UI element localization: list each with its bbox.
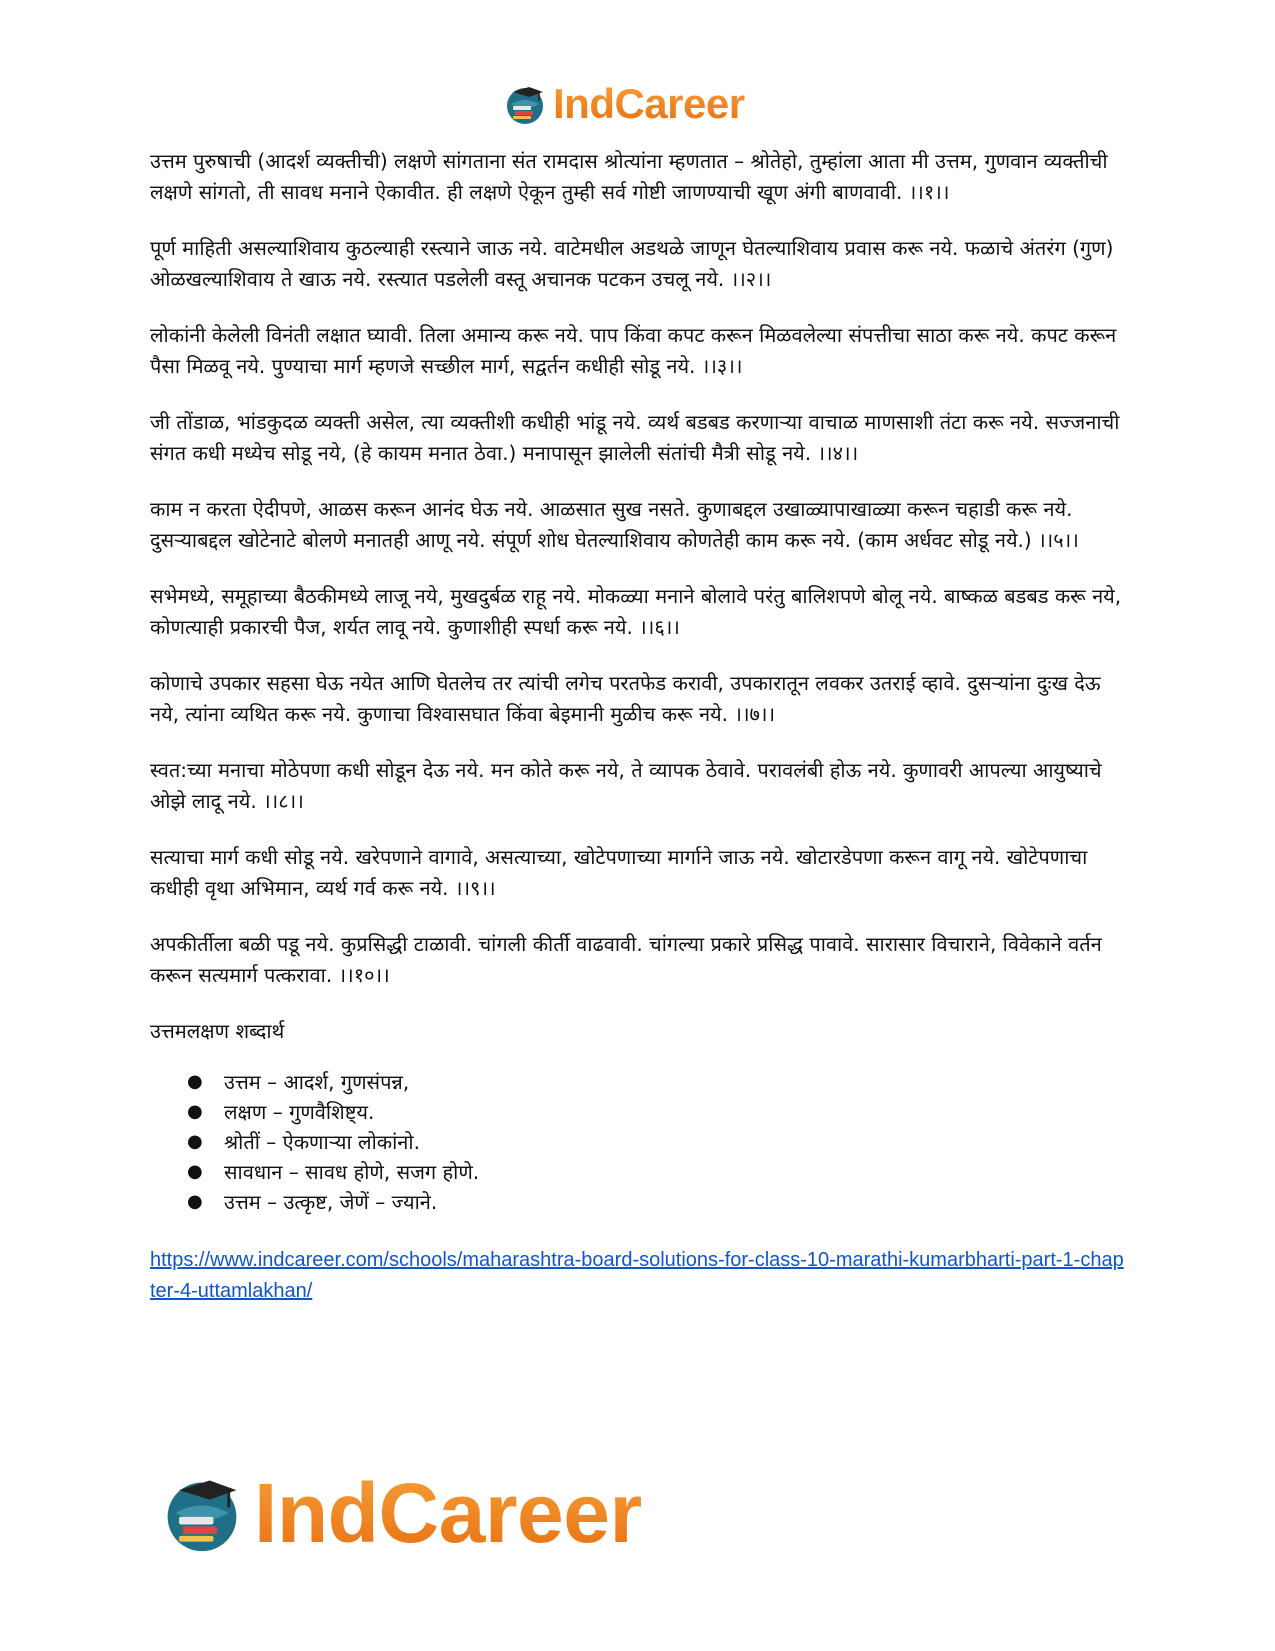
footer-logo (160, 1465, 642, 1561)
article-body (150, 146, 1125, 1307)
paragraph-8: स्वत:च्या मनाचा मोठेपणा कधी सोडून देऊ नये. मन कोते करू नये, ते व्यापक ठेवावे. परावलंबी होऊ नये. कुणावरी आपल्या आयुष्याचे ओझे लादू नये. ।।८।। (150, 758, 1102, 813)
vocabulary-title: उत्तमलक्षण शब्दार्थ (150, 1019, 285, 1043)
vocabulary-entry: श्रोतीं – ऐकणाऱ्या लोकांनो. (224, 1130, 420, 1154)
graduation-globe-icon (160, 1471, 244, 1555)
paragraph-6: सभेमध्ये, समूहाच्या बैठकीमध्ये लाजू नये, मुखदुर्बळ राहू नये. मोकळ्या मनाने बोलावे परंतु बालिशपणे बोलू नये. बाष्कळ बडबड करू नये, कोणत्याही प्रकारची पैज, शर्यत लावू नये. कुणाशीही स्पर्धा करू नये. ।।६।। (150, 584, 1122, 639)
list-item (187, 1067, 1125, 1097)
header-logo (503, 80, 745, 128)
list-item (187, 1097, 1125, 1127)
vocabulary-entry: उत्तम – आदर्श, गुणसंपन्न, (224, 1070, 410, 1094)
paragraph-2: पूर्ण माहिती असल्याशिवाय कुठल्याही रस्त्याने जाऊ नये. वाटेमधील अडथळे जाणून घेतल्याशिवाय प्रवास करू नये. फळाचे अंतरंग (गुण) ओळखल्याशिवाय ते खाऊ नये. रस्त्यात पडलेली वस्तू अचानक पटकन उचलू नये. ।।२।। (150, 236, 1114, 291)
vocabulary-entry: उत्तम – उत्कृष्ट, जेणें – ज्याने. (224, 1190, 438, 1214)
bullet-icon: ● (187, 1191, 203, 1212)
logo-wordmark: IndCareer (254, 1466, 642, 1560)
paragraph-10: अपकीर्तीला बळी पडू नये. कुप्रसिद्धी टाळावी. चांगली कीर्ती वाढवावी. चांगल्या प्रकारे प्रसिद्ध पावावे. सारासार विचाराने, विवेकाने वर्तन करून सत्यमार्ग पत्करावा. ।।१०।। (150, 932, 1102, 987)
bullet-icon: ● (187, 1161, 203, 1182)
paragraph-4: जी तोंडाळ, भांडकुदळ व्यक्ती असेल, त्या व्यक्तीशी कधीही भांडू नये. व्यर्थ बडबड करणाऱ्या वाचाळ माणसाशी तंटा करू नये. सज्जनाची संगत कधी मध्येच सोडू नये, (हे कायम मनात ठेवा.) मनापासून झालेली संतांची मैत्री सोडू नये. ।।४।। (150, 410, 1120, 465)
list-item (187, 1187, 1125, 1217)
bullet-icon: ● (187, 1101, 203, 1122)
vocabulary-entry: सावधान – सावध होणे, सजग होणे. (224, 1160, 480, 1184)
source-link[interactable]: https://www.indcareer.com/schools/maharashtra-board-solutions-for-class-10-marathi-kumarbharti-part-1-chapter-4-uttamlakhan/ (150, 1249, 1124, 1302)
vocabulary-entry: लक्षण – गुणवैशिष्ट्य. (224, 1100, 375, 1124)
graduation-globe-icon (503, 82, 547, 126)
paragraph-3: लोकांनी केलेली विनंती लक्षात घ्यावी. तिला अमान्य करू नये. पाप किंवा कपट करून मिळवलेल्या संपत्तीचा साठा करू नये. कपट करून पैसा मिळवू नये. पुण्याचा मार्ग म्हणजे सच्छील मार्ग, सद्वर्तन कधीही सोडू नये. ।।३।। (150, 323, 1117, 378)
list-item (187, 1157, 1125, 1187)
logo-wordmark: IndCareer (553, 80, 745, 127)
vocabulary-list (150, 1067, 1125, 1217)
paragraph-7: कोणाचे उपकार सहसा घेऊ नयेत आणि घेतलेच तर त्यांची लगेच परतफेड करावी, उपकारातून लवकर उतराई व्हावे. दुसऱ्यांना दुःख देऊ नये, त्यांना व्यथित करू नये. कुणाचा विश्वासघात किंवा बेइमानी मुळीच करू नये. ।।७।। (150, 671, 1101, 726)
bullet-icon: ● (187, 1071, 203, 1092)
bullet-icon: ● (187, 1131, 203, 1152)
paragraph-1: उत्तम पुरुषाची (आदर्श व्यक्तीची) लक्षणे सांगताना संत रामदास श्रोत्यांना म्हणतात – श्रोतेहो, तुम्हांला आता मी उत्तम, गुणवान व्यक्तीची लक्षणे सांगतो, ती सावध मनाने ऐकावीत. ही लक्षणे ऐकून तुम्ही सर्व गोष्टी जाणण्याची खूण अंगी बाणवावी. ।।१।। (150, 149, 1108, 204)
list-item (187, 1127, 1125, 1157)
paragraph-9: सत्याचा मार्ग कधी सोडू नये. खरेपणाने वागावे, असत्याच्या, खोटेपणाच्या मार्गाने जाऊ नये. खोटारडेपणा करून वागू नये. खोटेपणाचा कधीही वृथा अभिमान, व्यर्थ गर्व करू नये. ।।९।। (150, 845, 1088, 900)
paragraph-5: काम न करता ऐदीपणे, आळस करून आनंद घेऊ नये. आळसात सुख नसते. कुणाबद्दल उखाळ्यापाखाळ्या करून चहाडी करू नये. दुसऱ्याबद्दल खोटेनाटे बोलणे मनातही आणू नये. संपूर्ण शोध घेतल्याशिवाय कोणतेही काम करू नये. (काम अर्धवट सोडू नये.) ।।५।। (150, 497, 1079, 552)
